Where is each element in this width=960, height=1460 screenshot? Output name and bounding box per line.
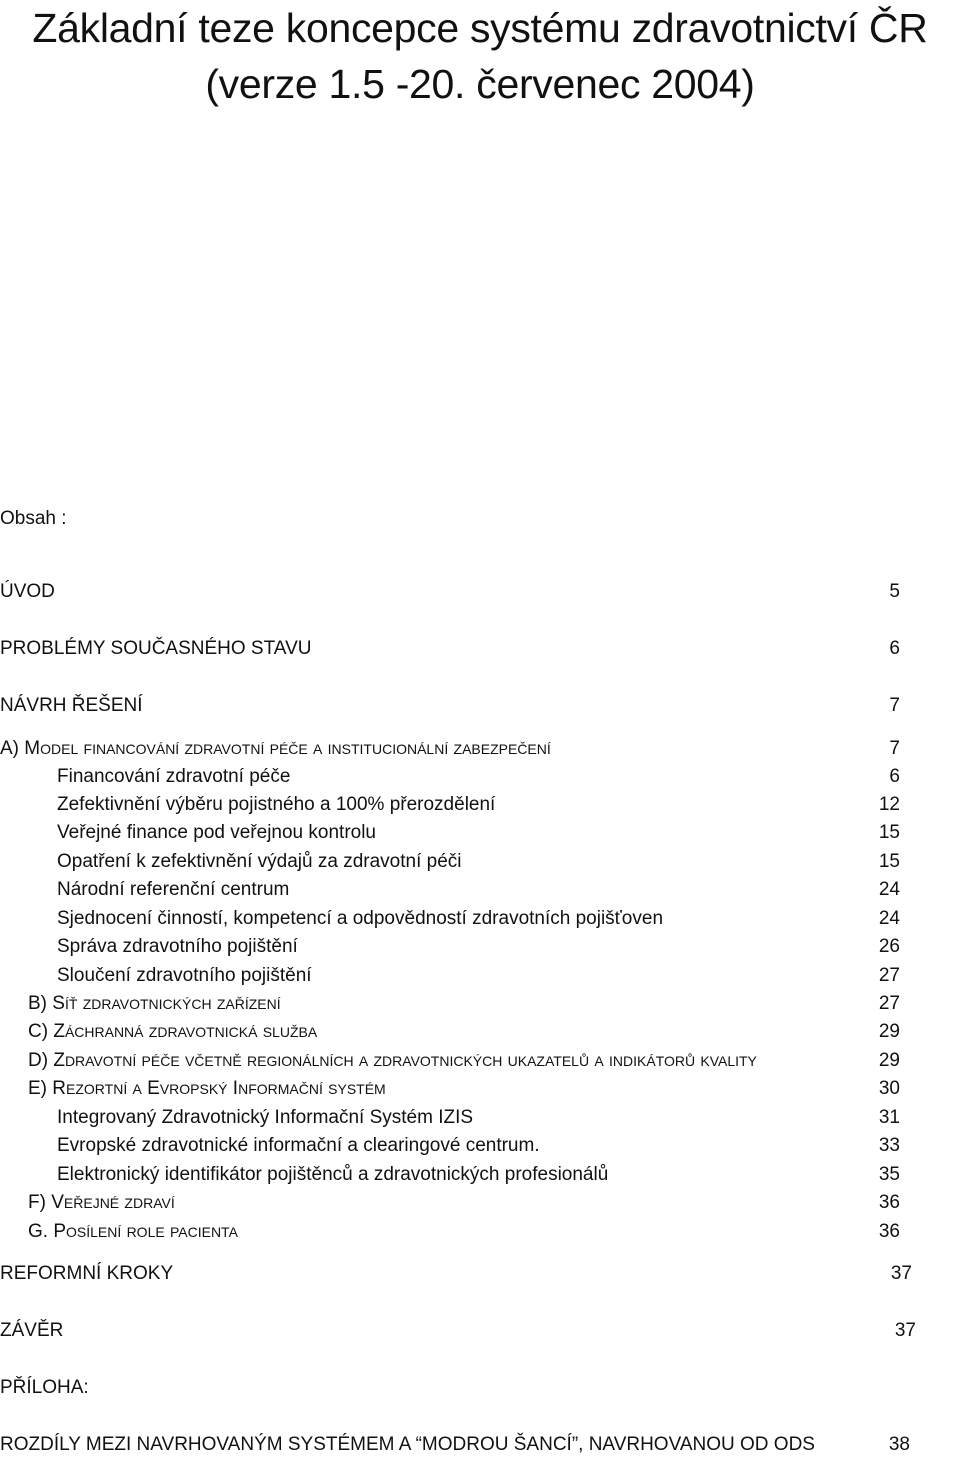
toc-entry-label: ZÁVĚR — [0, 1320, 64, 1341]
toc-entry[interactable] — [0, 1016, 960, 1044]
toc-entry[interactable] — [0, 960, 960, 988]
toc-entry-label: E) REZORTNÍ A EVROPSKÝ INFORMAČNÍ SYSTÉM — [28, 1078, 386, 1099]
toc-entry-label: Sjednocení činností, kompetencí a odpovědností zdravotních pojišťoven — [57, 908, 664, 929]
toc-entry-label: G. POSÍLENÍ ROLE PACIENTA — [28, 1221, 238, 1242]
toc-entry[interactable] — [0, 846, 960, 874]
toc-entry-label: REFORMNÍ KROKY — [0, 1263, 174, 1284]
toc-entry-label: F) VEŘEJNÉ ZDRAVÍ — [28, 1192, 175, 1213]
toc-entry-label: NÁVRH ŘEŠENÍ — [0, 695, 143, 716]
toc-entry-page: 35 — [878, 1164, 900, 1185]
toc-entry[interactable] — [0, 1159, 960, 1187]
toc-entry-page: 26 — [878, 936, 900, 957]
toc-entry[interactable] — [0, 1315, 960, 1343]
toc-entry-label: Evropské zdravotnické informační a clearingové centrum. — [57, 1135, 540, 1156]
toc-entry-page: 36 — [878, 1192, 900, 1213]
toc-entry-page: 29 — [878, 1021, 900, 1042]
toc-entry[interactable] — [0, 817, 960, 845]
toc-entry-page: 37 — [890, 1263, 912, 1284]
toc-entry[interactable] — [0, 1372, 960, 1400]
toc-entry[interactable] — [0, 1187, 960, 1215]
toc-entry-page: 37 — [894, 1320, 916, 1341]
toc-entry-label: Integrovaný Zdravotnický Informační Systém IZIS — [57, 1107, 474, 1128]
toc-entry-page: 30 — [878, 1078, 900, 1099]
toc-entry-page: 24 — [878, 879, 900, 900]
toc-entry-label: C) ZÁCHRANNÁ ZDRAVOTNICKÁ SLUŽBA — [28, 1021, 318, 1042]
toc-entry[interactable] — [0, 874, 960, 902]
toc-entry-label: PŘÍLOHA: — [0, 1377, 89, 1398]
toc-entry[interactable] — [0, 789, 960, 817]
toc-entry-page: 29 — [878, 1050, 900, 1071]
toc-entry[interactable] — [0, 1102, 960, 1130]
toc-entry-page: 6 — [889, 766, 900, 787]
toc-entry-label: Financování zdravotní péče — [57, 766, 291, 787]
toc-entry-label: ÚVOD — [0, 581, 55, 602]
toc-entry-label: PROBLÉMY SOUČASNÉHO STAVU — [0, 638, 312, 659]
document-title — [0, 0, 960, 112]
toc-entry[interactable] — [0, 931, 960, 959]
title-line-1: Základní teze koncepce systému zdravotnictví ČR — [32, 5, 928, 51]
toc-entry[interactable] — [0, 1258, 960, 1286]
toc-entry-page: 7 — [889, 738, 900, 759]
toc-entry-label: Národní referenční centrum — [57, 879, 290, 900]
toc-entry-label: Zefektivnění výběru pojistného a 100% přerozdělení — [57, 794, 496, 815]
toc-entry-label: Veřejné finance pod veřejnou kontrolu — [57, 822, 377, 843]
toc-entry[interactable] — [0, 761, 960, 789]
toc-entry-label: Sloučení zdravotního pojištění — [57, 965, 312, 986]
toc-entry-page: 15 — [878, 822, 900, 843]
toc-entry[interactable] — [0, 733, 960, 761]
contents-label: Obsah : — [0, 508, 67, 529]
toc-entry-page: 24 — [878, 908, 900, 929]
toc-entry-label: Opatření k zefektivnění výdajů za zdravotní péči — [57, 851, 462, 872]
toc-entry-label: ROZDÍLY MEZI NAVRHOVANÝM SYSTÉMEM A “MODROU ŠANCÍ”, NAVRHOVANOU OD ODS — [0, 1434, 815, 1455]
title-line-2: (verze 1.5 -20. červenec 2004) — [205, 61, 755, 107]
toc-entry-page: 27 — [878, 965, 900, 986]
toc-entry[interactable] — [0, 903, 960, 931]
toc-entry-page: 36 — [878, 1221, 900, 1242]
toc-entry[interactable] — [0, 1130, 960, 1158]
toc-entry-page: 15 — [878, 851, 900, 872]
toc-entry-page: 27 — [878, 993, 900, 1014]
toc-entry[interactable] — [0, 690, 960, 718]
toc-entry-label: D) ZDRAVOTNÍ PÉČE VČETNĚ REGIONÁLNÍCH A ZDRAVOTNICKÝCH UKAZATELŮ A INDIKÁTORŮ KVALITY — [28, 1050, 757, 1071]
toc-entry[interactable] — [0, 1045, 960, 1073]
toc-entry-page: 31 — [878, 1107, 900, 1128]
toc-entry-page: 7 — [889, 695, 900, 716]
toc-entry-page: 38 — [888, 1434, 910, 1455]
toc-entry[interactable] — [0, 1073, 960, 1101]
toc-entry[interactable] — [0, 576, 960, 604]
toc-entry-page: 12 — [878, 794, 900, 815]
toc-entry-label: Elektronický identifikátor pojištěnců a zdravotnických profesionálů — [57, 1164, 609, 1185]
toc-entry-label: B) SÍŤ ZDRAVOTNICKÝCH ZAŘÍZENÍ — [28, 993, 281, 1014]
toc-entry-page: 33 — [878, 1135, 900, 1156]
toc-entry[interactable] — [0, 1216, 960, 1244]
toc-entry-label: A) MODEL FINANCOVÁNÍ ZDRAVOTNÍ PÉČE A INSTITUCIONÁLNÍ ZABEZPEČENÍ — [0, 738, 551, 759]
toc-entry-label: Správa zdravotního pojištění — [57, 936, 298, 957]
toc-entry-page: 5 — [889, 581, 900, 602]
toc-entry[interactable] — [0, 1429, 960, 1457]
toc-entry[interactable] — [0, 988, 960, 1016]
toc-entry-page: 6 — [889, 638, 900, 659]
toc-entry[interactable] — [0, 633, 960, 661]
